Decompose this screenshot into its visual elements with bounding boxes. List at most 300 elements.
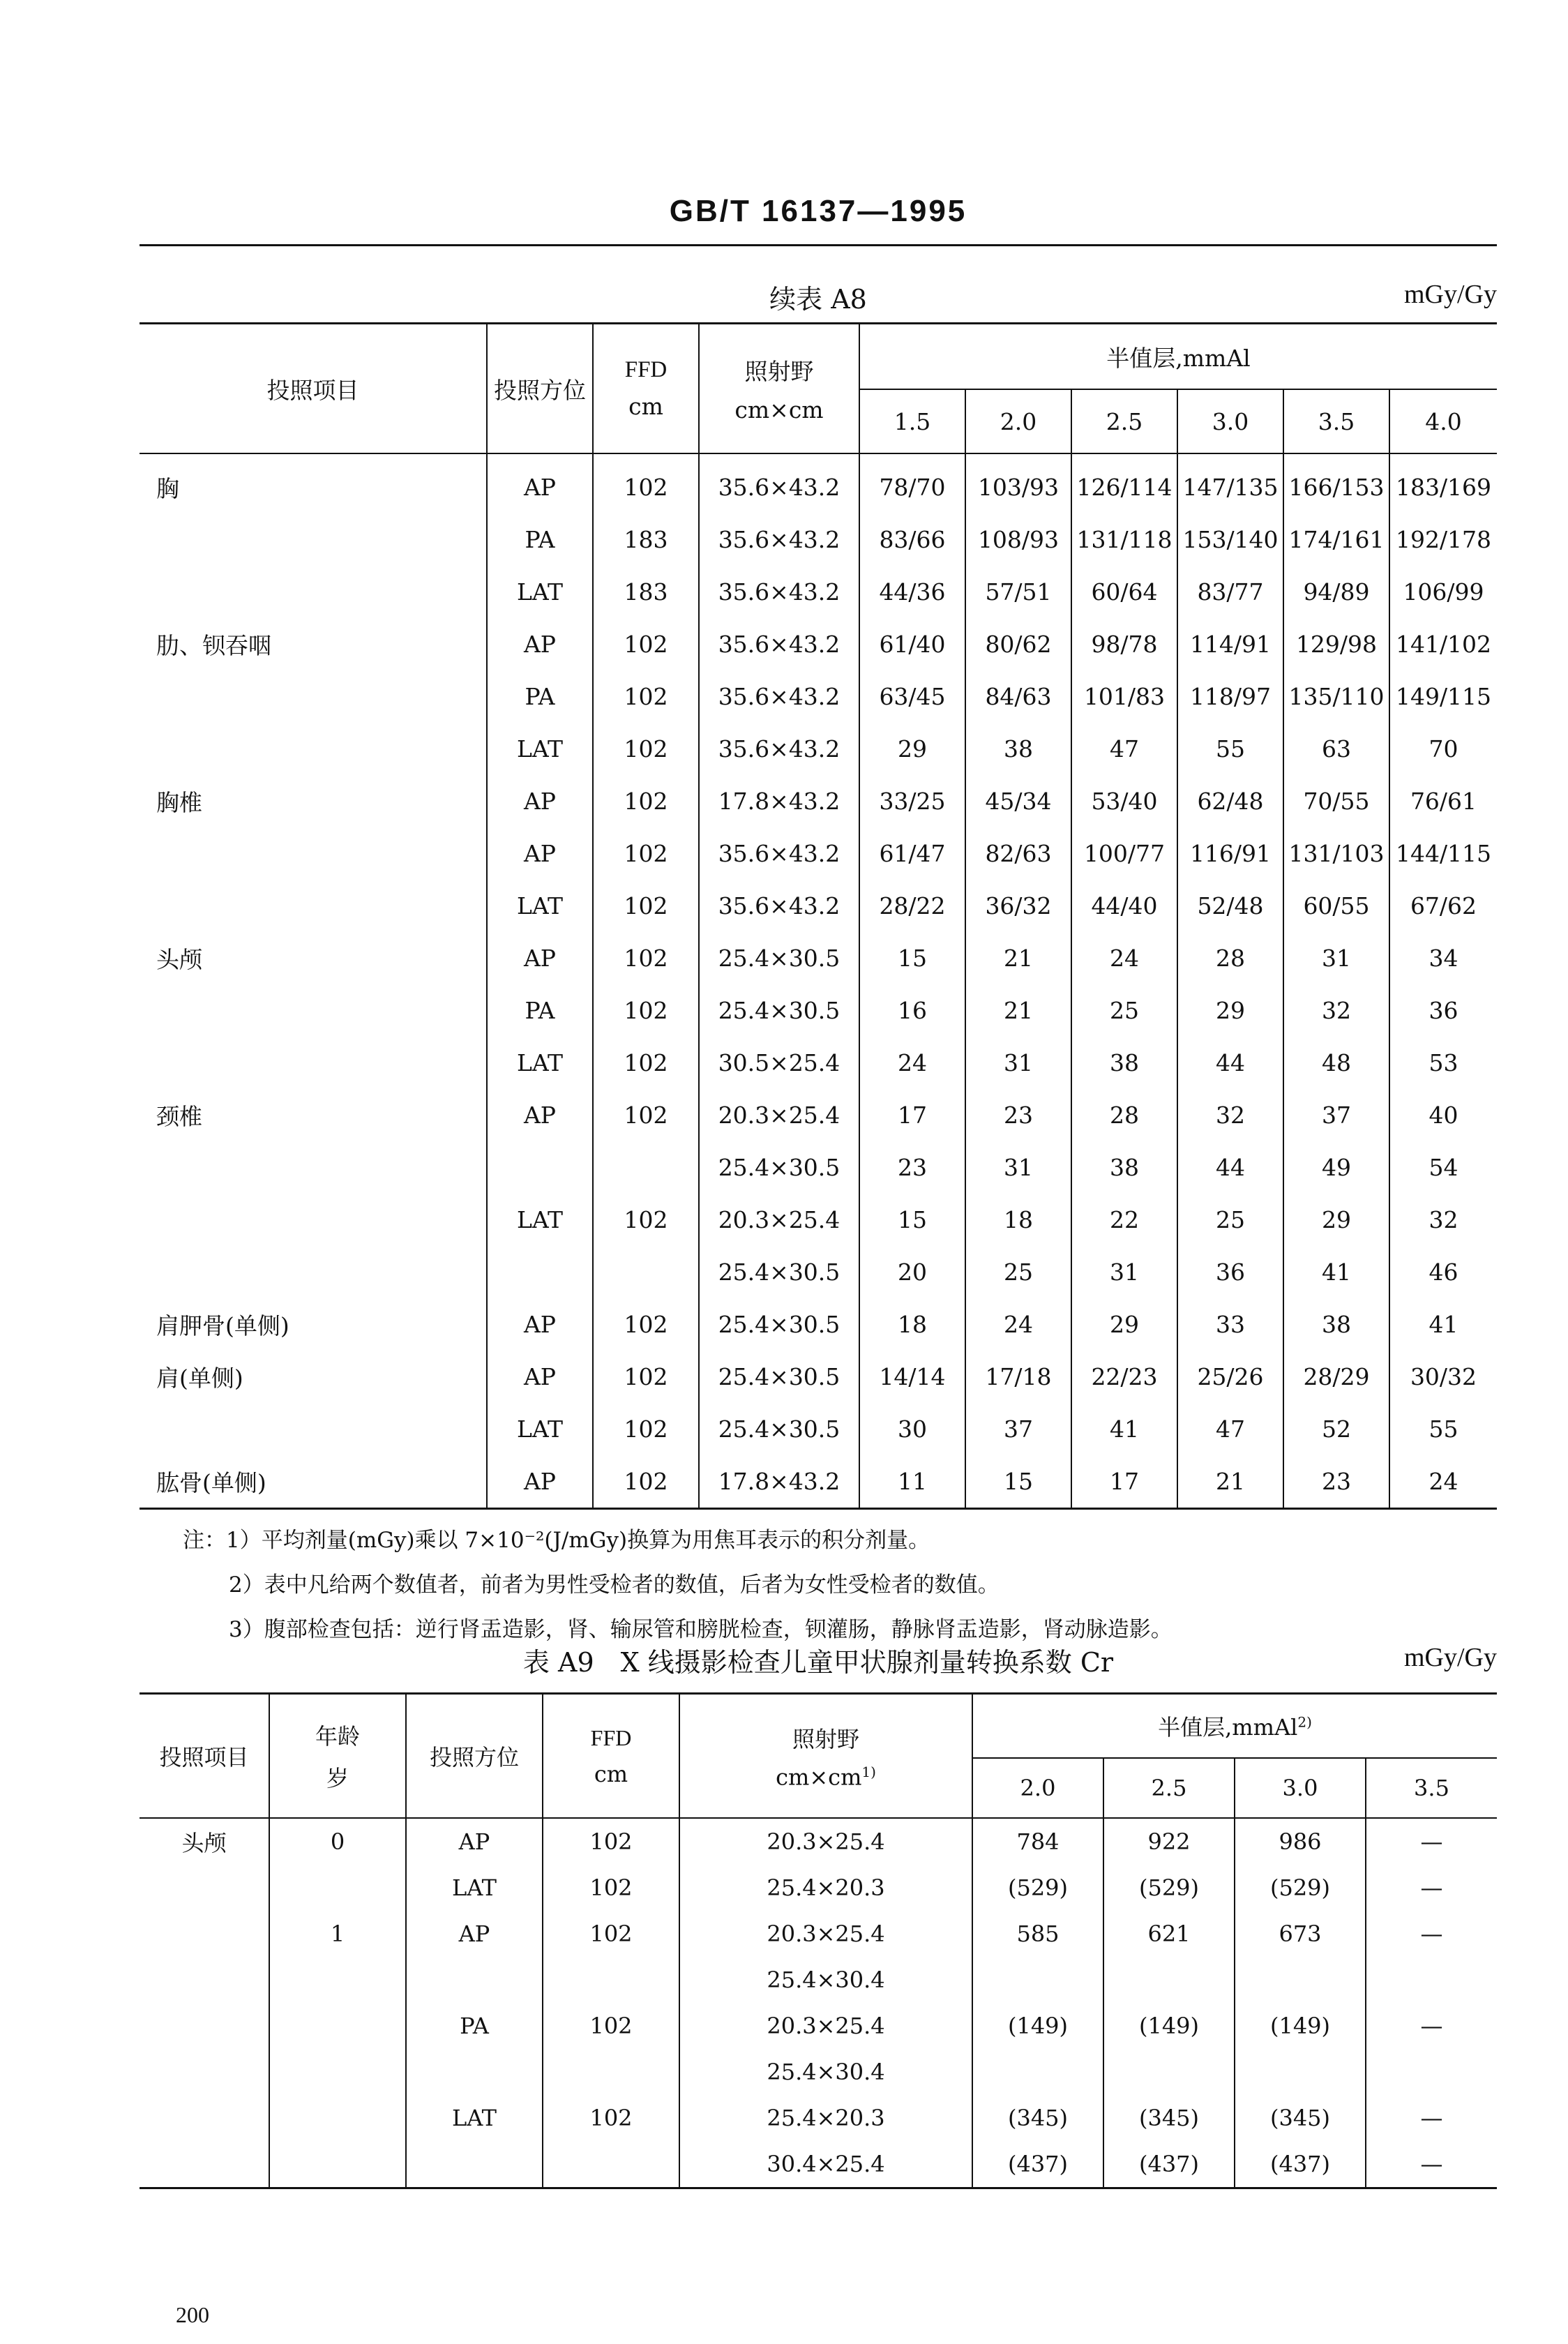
cell-dose-value: 52/48 — [1177, 880, 1283, 932]
note-1: 注：1）平均剂量(mGy)乘以 7×10⁻²(J/mGy)换算为用焦耳表示的积分剂量。 — [183, 1528, 930, 1553]
table-row — [140, 1351, 1497, 1403]
cell-dose-value: 84/63 — [965, 670, 1071, 723]
table-row — [140, 2141, 1497, 2188]
cell-dose-value: 23 — [859, 1141, 965, 1194]
cell-dose-value: 36 — [1389, 984, 1497, 1037]
a9-col-header-hvl — [972, 1694, 1497, 1759]
a9-col-header-ffd — [543, 1694, 679, 1819]
cell-dose-value: 55 — [1389, 1403, 1497, 1455]
cell-dose-value: 36/32 — [965, 880, 1071, 932]
table-a8-caption: 续表 A8 — [769, 284, 867, 315]
cell-position: LAT — [406, 2095, 543, 2141]
table-row — [140, 2003, 1497, 2049]
cell-item: 胸 — [156, 475, 179, 502]
cell-dose-value: 32 — [1177, 1089, 1283, 1141]
ffd-label: FFD — [624, 357, 668, 382]
cell-dose-value: 17 — [1071, 1455, 1177, 1509]
cell-dose-value: 31 — [965, 1037, 1071, 1089]
cell-dose-value: 153/140 — [1177, 513, 1283, 566]
table-row — [140, 670, 1497, 723]
cell-ffd: 102 — [543, 2095, 679, 2141]
cell-ffd: 102 — [593, 1455, 699, 1509]
cell-dose-value: 31 — [1283, 932, 1389, 984]
cell-conversion-value — [1103, 1957, 1235, 2003]
cell-conversion-value — [972, 2049, 1103, 2095]
table-row — [140, 566, 1497, 618]
cell-position: LAT — [487, 1403, 593, 1455]
table-row — [140, 1037, 1497, 1089]
cell-dose-value: 49 — [1283, 1141, 1389, 1194]
table-row — [140, 1957, 1497, 2003]
cell-dose-value: 70 — [1389, 723, 1497, 775]
table-row — [140, 1089, 1497, 1141]
cell-position: PA — [487, 984, 593, 1037]
table-row — [140, 1141, 1497, 1194]
cell-dose-value: 24 — [965, 1298, 1071, 1351]
a9-ffd-unit: cm — [594, 1760, 628, 1787]
cell-conversion-value: 922 — [1103, 1818, 1235, 1865]
cell-field: 20.3×25.4 — [679, 1818, 972, 1865]
table-row — [140, 513, 1497, 566]
cell-conversion-value: (437) — [1103, 2141, 1235, 2188]
cell-dose-value: 118/97 — [1177, 670, 1283, 723]
cell-dose-value: 60/55 — [1283, 880, 1389, 932]
cell-ffd — [593, 1141, 699, 1194]
cell-age: 0 — [269, 1818, 406, 1865]
cell-dose-value: 78/70 — [859, 453, 965, 513]
cell-position: AP — [487, 932, 593, 984]
a9-hvl-value-header: 3.5 — [1366, 1758, 1497, 1818]
cell-field: 20.3×25.4 — [699, 1089, 859, 1141]
table-row — [140, 1246, 1497, 1298]
cell-dose-value: 28 — [1071, 1089, 1177, 1141]
cell-dose-value: 22/23 — [1071, 1351, 1177, 1403]
cell-dose-value: 33 — [1177, 1298, 1283, 1351]
cell-item: 肩(单侧) — [156, 1365, 243, 1392]
cell-dose-value: 57/51 — [965, 566, 1071, 618]
cell-field: 17.8×43.2 — [699, 1455, 859, 1509]
cell-position — [487, 1141, 593, 1194]
hvl-value-header: 1.5 — [859, 389, 965, 453]
table-row — [140, 1865, 1497, 1911]
cell-age — [269, 2049, 406, 2095]
cell-position: LAT — [487, 1037, 593, 1089]
cell-dose-value: 101/83 — [1071, 670, 1177, 723]
cell-dose-value: 63 — [1283, 723, 1389, 775]
a9-hvl-value-header: 2.5 — [1103, 1758, 1235, 1818]
cell-ffd: 102 — [593, 1194, 699, 1246]
a9-field-label: 照射野 — [792, 1725, 859, 1752]
cell-conversion-value: (149) — [1235, 2003, 1366, 2049]
cell-dose-value: 21 — [1177, 1455, 1283, 1509]
cell-item — [140, 723, 487, 775]
cell-item: 肩胛骨(单侧) — [156, 1312, 289, 1339]
table-a8 — [140, 322, 1497, 1510]
cell-age — [269, 2141, 406, 2188]
cell-ffd — [543, 2141, 679, 2188]
a9-hvl-label: 半值层,mmAl — [1158, 1714, 1298, 1741]
age-label: 年龄 — [315, 1723, 360, 1750]
cell-dose-value: 80/62 — [965, 618, 1071, 670]
hvl-value-header: 4.0 — [1389, 389, 1497, 453]
cell-conversion-value: 621 — [1103, 1911, 1235, 1957]
cell-position: AP — [487, 1298, 593, 1351]
cell-field: 25.4×30.4 — [679, 1957, 972, 2003]
cell-field: 35.6×43.2 — [699, 513, 859, 566]
cell-dose-value: 44 — [1177, 1037, 1283, 1089]
cell-item — [140, 1403, 487, 1455]
cell-ffd — [543, 1957, 679, 2003]
cell-item: 胸椎 — [156, 789, 202, 816]
a9-col-header-field — [679, 1694, 972, 1819]
hvl-value-header: 3.5 — [1283, 389, 1389, 453]
cell-field: 35.6×43.2 — [699, 880, 859, 932]
cell-item — [140, 1141, 487, 1194]
cell-conversion-value: (529) — [1103, 1865, 1235, 1911]
a9-col-header-age — [269, 1694, 406, 1819]
field-unit: cm×cm — [734, 396, 824, 423]
a9-hvl-value-header: 3.0 — [1235, 1758, 1366, 1818]
cell-dose-value: 11 — [859, 1455, 965, 1509]
cell-ffd: 102 — [593, 723, 699, 775]
col-header-item: 投照项目 — [140, 324, 487, 454]
cell-item: 头颅 — [181, 1830, 227, 1856]
note-3: 3）腹部检查包括：逆行肾盂造影，肾、输尿管和膀胱检查，钡灌肠，静脉肾盂造影，肾动脉造影。 — [229, 1617, 1173, 1642]
cell-dose-value: 30 — [859, 1403, 965, 1455]
cell-conversion-value — [1235, 2049, 1366, 2095]
cell-dose-value: 25 — [1177, 1194, 1283, 1246]
cell-conversion-value — [972, 1957, 1103, 2003]
cell-conversion-value: (149) — [1103, 2003, 1235, 2049]
cell-dose-value: 20 — [859, 1246, 965, 1298]
cell-dose-value: 41 — [1283, 1246, 1389, 1298]
cell-ffd: 102 — [593, 1403, 699, 1455]
cell-dose-value: 33/25 — [859, 775, 965, 827]
col-header-position: 投照方位 — [487, 324, 593, 454]
hvl-value-header: 2.0 — [965, 389, 1071, 453]
cell-field: 20.3×25.4 — [699, 1194, 859, 1246]
cell-dose-value: 61/47 — [859, 827, 965, 880]
cell-dose-value: 192/178 — [1389, 513, 1497, 566]
table-a9-caption: 表 A9 X 线摄影检查儿童甲状腺剂量转换系数 Cr — [522, 1647, 1114, 1678]
cell-position: LAT — [406, 1865, 543, 1911]
cell-dose-value: 131/118 — [1071, 513, 1177, 566]
cell-field: 17.8×43.2 — [699, 775, 859, 827]
cell-dose-value: 32 — [1389, 1194, 1497, 1246]
cell-position: LAT — [487, 566, 593, 618]
cell-dose-value: 37 — [965, 1403, 1071, 1455]
cell-position: AP — [406, 1911, 543, 1957]
cell-dose-value: 31 — [1071, 1246, 1177, 1298]
cell-ffd: 102 — [593, 984, 699, 1037]
cell-item — [140, 880, 487, 932]
cell-dose-value: 41 — [1071, 1403, 1177, 1455]
cell-dose-value: 36 — [1177, 1246, 1283, 1298]
cell-field: 20.3×25.4 — [679, 2003, 972, 2049]
cell-item: 肋、钡吞咽 — [156, 632, 271, 659]
cell-field: 25.4×30.5 — [699, 1246, 859, 1298]
cell-conversion-value: (345) — [972, 2095, 1103, 2141]
cell-ffd: 183 — [593, 566, 699, 618]
cell-field: 30.4×25.4 — [679, 2141, 972, 2188]
cell-field: 35.6×43.2 — [699, 723, 859, 775]
cell-position: AP — [487, 618, 593, 670]
cell-ffd: 102 — [593, 670, 699, 723]
cell-position: LAT — [487, 723, 593, 775]
cell-dose-value: 103/93 — [965, 453, 1071, 513]
cell-dose-value: 48 — [1283, 1037, 1389, 1089]
cell-dose-value: 108/93 — [965, 513, 1071, 566]
hvl-value-header: 3.0 — [1177, 389, 1283, 453]
cell-dose-value: 31 — [965, 1141, 1071, 1194]
table-row — [140, 984, 1497, 1037]
a9-field-footnote-mark: 1) — [861, 1763, 876, 1780]
cell-conversion-value: 784 — [972, 1818, 1103, 1865]
cell-item — [140, 2003, 269, 2049]
table-a8-unit: mGy/Gy — [1404, 280, 1497, 309]
cell-dose-value: 29 — [859, 723, 965, 775]
cell-age — [269, 2003, 406, 2049]
cell-dose-value: 29 — [1177, 984, 1283, 1037]
cell-age: 1 — [269, 1911, 406, 1957]
a9-hvl-value-header: 2.0 — [972, 1758, 1103, 1818]
cell-field: 25.4×30.5 — [699, 1351, 859, 1403]
cell-dose-value: 52 — [1283, 1403, 1389, 1455]
cell-dose-value: 144/115 — [1389, 827, 1497, 880]
table-row — [140, 775, 1497, 827]
cell-dose-value: 60/64 — [1071, 566, 1177, 618]
cell-dose-value: 25/26 — [1177, 1351, 1283, 1403]
cell-age — [269, 1957, 406, 2003]
cell-conversion-value: (149) — [972, 2003, 1103, 2049]
cell-dose-value: 32 — [1283, 984, 1389, 1037]
cell-dose-value: 34 — [1389, 932, 1497, 984]
a9-field-unit-line — [680, 1764, 972, 1791]
cell-field: 25.4×20.3 — [679, 2095, 972, 2141]
cell-dose-value: 24 — [1071, 932, 1177, 984]
cell-dose-value: 45/34 — [965, 775, 1071, 827]
cell-ffd: 102 — [593, 1037, 699, 1089]
cell-position: PA — [487, 513, 593, 566]
cell-position: AP — [487, 453, 593, 513]
cell-conversion-value — [1235, 1957, 1366, 2003]
table-row — [140, 932, 1497, 984]
table-row — [140, 453, 1497, 513]
cell-ffd: 102 — [593, 1089, 699, 1141]
cell-ffd: 102 — [593, 1351, 699, 1403]
cell-ffd: 102 — [593, 880, 699, 932]
cell-dose-value: 116/91 — [1177, 827, 1283, 880]
header-rule — [140, 244, 1497, 246]
ffd-unit: cm — [628, 393, 663, 420]
cell-item — [140, 984, 487, 1037]
cell-dose-value: 147/135 — [1177, 453, 1283, 513]
cell-dose-value: 100/77 — [1071, 827, 1177, 880]
cell-dose-value: 22 — [1071, 1194, 1177, 1246]
cell-position: LAT — [487, 880, 593, 932]
cell-dose-value: 29 — [1283, 1194, 1389, 1246]
cell-ffd: 183 — [593, 513, 699, 566]
cell-conversion-value: (437) — [1235, 2141, 1366, 2188]
cell-position: AP — [487, 827, 593, 880]
cell-dose-value: 37 — [1283, 1089, 1389, 1141]
cell-dose-value: 47 — [1071, 723, 1177, 775]
cell-conversion-value: — — [1366, 2003, 1497, 2049]
cell-item — [140, 1911, 269, 1957]
cell-position: AP — [487, 1351, 593, 1403]
table-row — [140, 618, 1497, 670]
cell-ffd: 102 — [593, 827, 699, 880]
cell-item — [140, 1957, 269, 2003]
cell-field: 25.4×20.3 — [679, 1865, 972, 1911]
cell-dose-value: 28/22 — [859, 880, 965, 932]
field-label: 照射野 — [744, 358, 814, 385]
table-row — [140, 2095, 1497, 2141]
cell-position: PA — [487, 670, 593, 723]
cell-conversion-value: 986 — [1235, 1818, 1366, 1865]
cell-position: LAT — [487, 1194, 593, 1246]
cell-ffd: 102 — [543, 1818, 679, 1865]
cell-dose-value: 126/114 — [1071, 453, 1177, 513]
cell-conversion-value — [1103, 2049, 1235, 2095]
cell-dose-value: 24 — [859, 1037, 965, 1089]
cell-field: 25.4×30.5 — [699, 1141, 859, 1194]
cell-dose-value: 183/169 — [1389, 453, 1497, 513]
cell-dose-value: 15 — [859, 932, 965, 984]
cell-item — [140, 827, 487, 880]
cell-field: 35.6×43.2 — [699, 566, 859, 618]
cell-age — [269, 1865, 406, 1911]
cell-conversion-value: (529) — [1235, 1865, 1366, 1911]
cell-field: 30.5×25.4 — [699, 1037, 859, 1089]
cell-ffd — [593, 1246, 699, 1298]
cell-conversion-value: — — [1366, 1865, 1497, 1911]
cell-item — [140, 513, 487, 566]
cell-dose-value: 114/91 — [1177, 618, 1283, 670]
table-a9 — [140, 1692, 1497, 2189]
cell-ffd: 102 — [543, 1911, 679, 1957]
cell-dose-value: 46 — [1389, 1246, 1497, 1298]
a9-col-header-item: 投照项目 — [140, 1694, 269, 1819]
table-row — [140, 880, 1497, 932]
cell-dose-value: 76/61 — [1389, 775, 1497, 827]
cell-dose-value: 54 — [1389, 1141, 1497, 1194]
cell-ffd: 102 — [593, 618, 699, 670]
cell-dose-value: 135/110 — [1283, 670, 1389, 723]
cell-dose-value: 53 — [1389, 1037, 1497, 1089]
cell-dose-value: 41 — [1389, 1298, 1497, 1351]
cell-dose-value: 25 — [965, 1246, 1071, 1298]
cell-dose-value: 44 — [1177, 1141, 1283, 1194]
cell-field: 35.6×43.2 — [699, 618, 859, 670]
cell-ffd: 102 — [593, 932, 699, 984]
cell-dose-value: 106/99 — [1389, 566, 1497, 618]
cell-conversion-value: 673 — [1235, 1911, 1366, 1957]
cell-dose-value: 129/98 — [1283, 618, 1389, 670]
a9-hvl-footnote-mark: 2) — [1297, 1713, 1312, 1731]
cell-conversion-value: (345) — [1103, 2095, 1235, 2141]
cell-dose-value: 174/161 — [1283, 513, 1389, 566]
cell-dose-value: 14/14 — [859, 1351, 965, 1403]
col-header-field — [699, 324, 859, 454]
table-row — [140, 723, 1497, 775]
cell-dose-value: 29 — [1071, 1298, 1177, 1351]
a9-col-header-position: 投照方位 — [406, 1694, 543, 1819]
cell-item: 颈椎 — [156, 1103, 202, 1130]
cell-conversion-value: (529) — [972, 1865, 1103, 1911]
cell-item — [140, 670, 487, 723]
cell-item — [140, 2095, 269, 2141]
cell-dose-value: 23 — [1283, 1455, 1389, 1509]
cell-conversion-value: 585 — [972, 1911, 1103, 1957]
hvl-value-header: 2.5 — [1071, 389, 1177, 453]
note-2: 2）表中凡给两个数值者，前者为男性受检者的数值，后者为女性受检者的数值。 — [229, 1572, 1000, 1598]
cell-conversion-value — [1366, 1957, 1497, 2003]
table-row — [140, 1194, 1497, 1246]
cell-dose-value: 131/103 — [1283, 827, 1389, 880]
cell-field: 25.4×30.5 — [699, 1403, 859, 1455]
cell-ffd: 102 — [543, 2003, 679, 2049]
cell-item — [140, 2049, 269, 2095]
cell-dose-value: 38 — [1071, 1037, 1177, 1089]
cell-ffd: 102 — [593, 1298, 699, 1351]
cell-position — [487, 1246, 593, 1298]
cell-item — [140, 566, 487, 618]
cell-ffd: 102 — [593, 775, 699, 827]
cell-dose-value: 141/102 — [1389, 618, 1497, 670]
cell-dose-value: 16 — [859, 984, 965, 1037]
cell-dose-value: 67/62 — [1389, 880, 1497, 932]
col-header-hvl: 半值层,mmAl — [859, 324, 1497, 390]
cell-dose-value: 83/66 — [859, 513, 965, 566]
cell-ffd — [543, 2049, 679, 2095]
cell-position — [406, 2049, 543, 2095]
cell-position: PA — [406, 2003, 543, 2049]
cell-dose-value: 18 — [859, 1298, 965, 1351]
cell-field: 35.6×43.2 — [699, 827, 859, 880]
table-a9-body — [140, 1818, 1497, 2188]
cell-item — [140, 1194, 487, 1246]
cell-field: 35.6×43.2 — [699, 453, 859, 513]
table-row — [140, 2049, 1497, 2095]
cell-dose-value: 24 — [1389, 1455, 1497, 1509]
cell-dose-value: 17/18 — [965, 1351, 1071, 1403]
cell-conversion-value: — — [1366, 1818, 1497, 1865]
cell-conversion-value: — — [1366, 1911, 1497, 1957]
table-row — [140, 1818, 1497, 1865]
cell-conversion-value: — — [1366, 2095, 1497, 2141]
table-row — [140, 1911, 1497, 1957]
cell-position — [406, 2141, 543, 2188]
cell-position: AP — [406, 1818, 543, 1865]
cell-dose-value: 25 — [1071, 984, 1177, 1037]
cell-dose-value: 53/40 — [1071, 775, 1177, 827]
cell-dose-value: 149/115 — [1389, 670, 1497, 723]
cell-dose-value: 55 — [1177, 723, 1283, 775]
cell-dose-value: 44/36 — [859, 566, 965, 618]
cell-dose-value: 82/63 — [965, 827, 1071, 880]
col-header-ffd — [593, 324, 699, 454]
cell-dose-value: 38 — [1283, 1298, 1389, 1351]
cell-item — [140, 2141, 269, 2188]
cell-field: 25.4×30.5 — [699, 932, 859, 984]
cell-dose-value: 62/48 — [1177, 775, 1283, 827]
cell-dose-value: 15 — [965, 1455, 1071, 1509]
cell-field: 25.4×30.5 — [699, 1298, 859, 1351]
cell-item: 肱骨(单侧) — [156, 1469, 266, 1496]
cell-field: 35.6×43.2 — [699, 670, 859, 723]
cell-dose-value: 21 — [965, 932, 1071, 984]
